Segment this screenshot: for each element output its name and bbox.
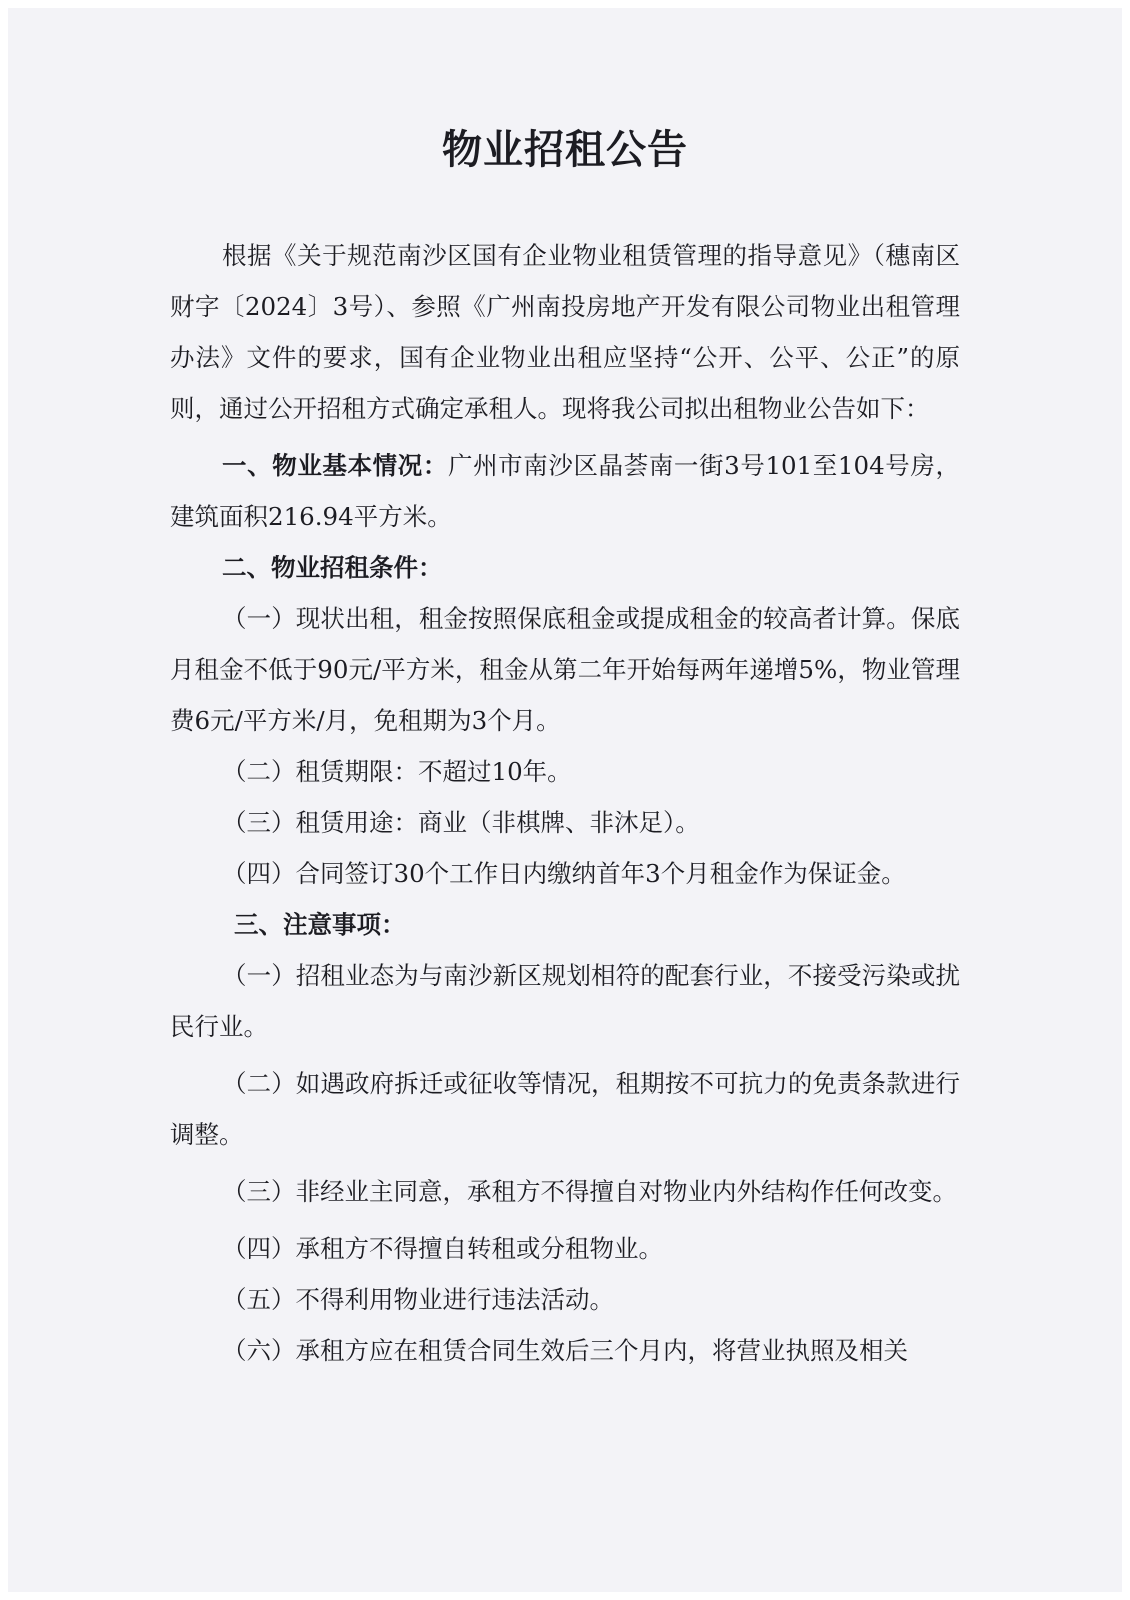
- page-title: 物业招租公告: [442, 126, 688, 173]
- section2-heading: 二、物业招租条件：: [222, 553, 443, 582]
- section3-heading: 三、注意事项：: [234, 910, 406, 939]
- section3-item-3: （三）非经业主同意，承租方不得擅自对物业内外结构作任何改变。: [222, 1177, 957, 1206]
- document-body: [170, 230, 960, 1376]
- intro-paragraph: 根据《关于规范南沙区国有企业物业租赁管理的指导意见》（穗南区财字〔2024〕3号）、参照《广州南投房地产开发有限公司物业出租管理办法》文件的要求，国有企业物业出租应坚持“公开、公平、公正”的原则，通过公开招租方式确定承租人。现将我公司拟出租物业公告如下：: [170, 241, 960, 423]
- section1-paragraph: [170, 440, 960, 542]
- section1-text: 广州市南沙区晶荟南一街3号101至104号房，建筑面积216.94平方米。: [170, 451, 960, 531]
- section2-item-1: （一）现状出租，租金按照保底租金或提成租金的较高者计算。保底月租金不低于90元/平方米，租金从第二年开始每两年递增5%，物业管理费6元/平方米/月，免租期为3个月。: [170, 604, 960, 735]
- section3-item-6: （六）承租方应在租赁合同生效后三个月内，将营业执照及相关: [222, 1336, 908, 1365]
- section1-heading: 一、物业基本情况：: [222, 451, 448, 480]
- section3-item-5: （五）不得利用物业进行违法活动。: [222, 1285, 614, 1314]
- section2-item-2: （二）租赁期限：不超过10年。: [222, 757, 572, 786]
- section3-item-2: （二）如遇政府拆迁或征收等情况，租期按不可抗力的免责条款进行调整。: [170, 1069, 960, 1149]
- section3-item-4: （四）承租方不得擅自转租或分租物业。: [222, 1234, 663, 1263]
- section2-item-4: （四）合同签订30个工作日内缴纳首年3个月租金作为保证金。: [222, 859, 906, 888]
- section2-item-3: （三）租赁用途：商业（非棋牌、非沐足）。: [222, 808, 700, 837]
- section3-item-1: （一）招租业态为与南沙新区规划相符的配套行业，不接受污染或扰民行业。: [170, 961, 960, 1041]
